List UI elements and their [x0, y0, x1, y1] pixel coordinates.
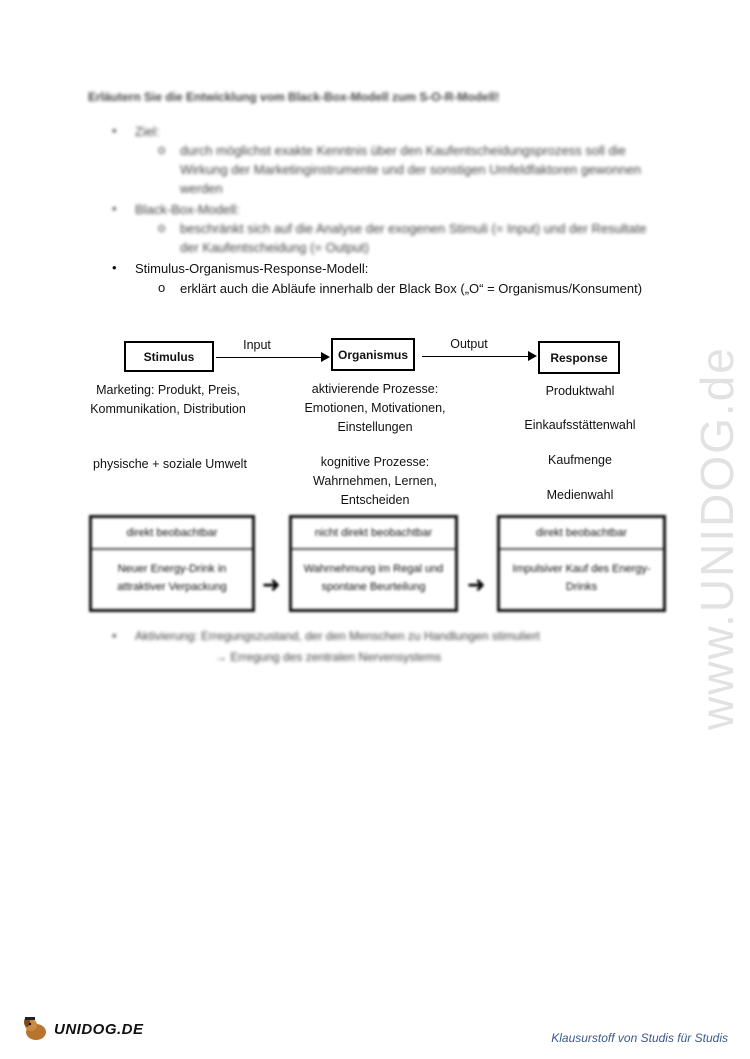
response-box: [538, 341, 620, 374]
bullet-dot: •: [112, 628, 117, 643]
footer-logo: [22, 1016, 144, 1042]
bullet-dot: •: [112, 123, 117, 138]
stimulus-label: Stimulus: [143, 349, 195, 364]
sub-bullet-dot: o: [158, 220, 166, 235]
watermark-text: www.UNIDOG.de: [691, 346, 743, 730]
organismus-label: Organismus: [337, 347, 409, 362]
response-item: Produktwahl: [545, 384, 615, 398]
input-label: Input: [243, 338, 271, 352]
example-box-body: Wahrnehmung im Regal und spontane Beurteilung: [303, 563, 444, 593]
bullet-dot: •: [112, 201, 117, 216]
sub-bullet-dot: o: [158, 142, 166, 157]
stimulus-text-umwelt: physische + soziale Umwelt: [93, 457, 247, 471]
input-arrow-head: [321, 352, 330, 362]
response-item: Kaufmenge: [548, 453, 612, 467]
response-item: Einkaufsstättenwahl: [524, 418, 636, 432]
dog-icon: [22, 1016, 50, 1042]
example-box-header: direkt beobachtbar: [92, 518, 252, 550]
logo-text: UNIDOG.DE: [54, 1020, 144, 1038]
stimulus-box: [124, 341, 214, 372]
response-item: Medienwahl: [546, 488, 614, 502]
example-box-body: Impulsiver Kauf des Energy-Drinks: [512, 563, 651, 593]
bullet-sub-text: beschränkt sich auf die Analyse der exogenen Stimuli (= Input) und der Resultate der Kaufentscheidung (= Output): [180, 221, 647, 255]
example-box-header: nicht direkt beobachtbar: [292, 518, 455, 550]
example-box-header: direkt beobachtbar: [500, 518, 663, 550]
bullet-sub-text: durch möglichst exakte Kenntnis über den Kaufentscheidungsprozess soll die Wirkung der Marketinginstrumente und der sonstigen Umfeldfaktoren gewonnen werden: [180, 143, 642, 196]
output-label: Output: [450, 337, 488, 351]
example-box-stimulus: [89, 515, 255, 612]
activation-text: Aktivierung: Erregungszustand, der den Menschen zu Handlungen stimuliert: [135, 629, 540, 643]
organismus-text-aktivierend: aktivierende Prozesse: Emotionen, Motivationen, Einstellungen: [304, 382, 446, 434]
black-arrow-icon: ➜: [467, 572, 486, 597]
response-label: Response: [550, 350, 608, 365]
bullet-label: Black-Box-Modell:: [135, 202, 240, 217]
page-heading: Erläutern Sie die Entwicklung vom Black-Box-Modell zum S-O-R-Modell!: [88, 90, 500, 104]
bullet-sub-text: erklärt auch die Abläufe innerhalb der Black Box („O“ = Organismus/Konsument): [180, 281, 643, 296]
stimulus-text-marketing: Marketing: Produkt, Preis, Kommunikation, Distribution: [90, 383, 246, 416]
output-arrow-head: [528, 351, 537, 361]
sub-bullet-dot: o: [158, 280, 166, 295]
organismus-text-kognitiv: kognitive Prozesse: Wahrnehmen, Lernen, Entscheiden: [313, 455, 437, 507]
input-arrow-line: [216, 357, 322, 358]
bullet-label: Ziel:: [135, 124, 160, 139]
output-arrow-line: [422, 356, 529, 357]
bullet-dot: •: [112, 260, 117, 275]
activation-subtext: → Erregung des zentralen Nervensystems: [215, 650, 442, 664]
example-box-body: Neuer Energy-Drink in attraktiver Verpackung: [117, 563, 227, 593]
bullet-label: Stimulus-Organismus-Response-Modell:: [135, 261, 369, 276]
organismus-box: [331, 338, 415, 371]
example-box-organismus: [289, 515, 458, 612]
example-box-response: [497, 515, 666, 612]
black-arrow-icon: ➜: [262, 572, 281, 597]
footer-tagline: Klausurstoff von Studis für Studis: [551, 1031, 728, 1045]
